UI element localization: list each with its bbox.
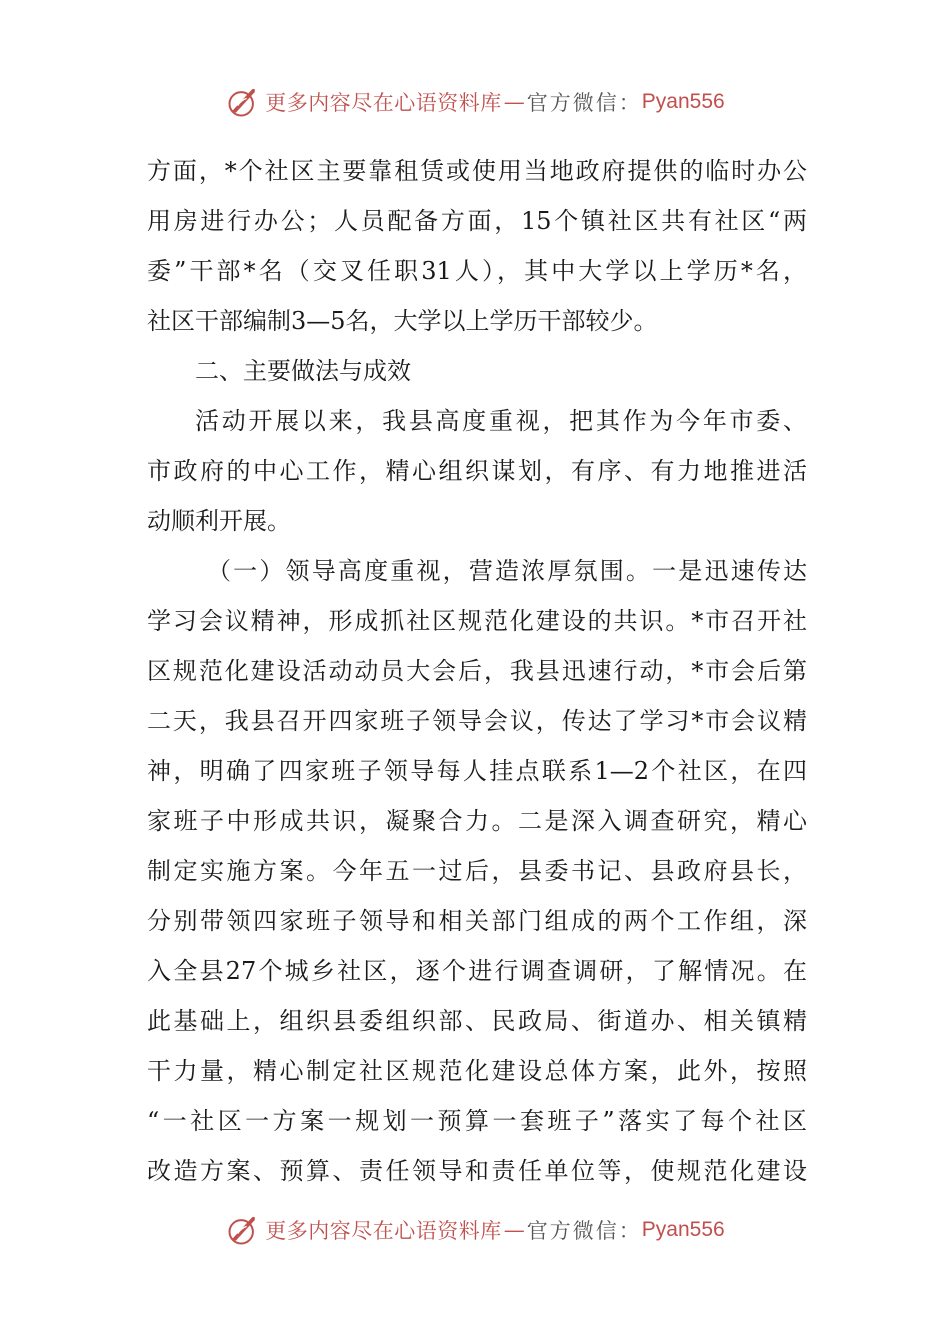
- watermark-wechat-id: Pyan556: [641, 90, 725, 113]
- watermark-wechat-id: Pyan556: [641, 1218, 725, 1241]
- text-line: 神，明确了四家班子领导每人挂点联系1—2个社区，在四: [147, 757, 807, 785]
- text-line: 社区干部编制3—5名，大学以上学历干部较少。: [147, 307, 658, 335]
- watermark-banner-top: [0, 82, 950, 122]
- quill-logo-icon: [225, 1212, 261, 1248]
- text-line: 二、主要做法与成效: [195, 357, 411, 385]
- text-line: 此基础上，组织县委组织部、民政局、街道办、相关镇精: [147, 1007, 807, 1035]
- watermark-text: 更多内容尽在心语资料库: [265, 91, 502, 115]
- text-line: 用房进行办公；人员配备方面，15个镇社区共有社区“两: [147, 207, 807, 235]
- watermark-wechat-label: 官方微信：: [526, 1219, 642, 1243]
- watermark-dash: —: [503, 90, 525, 114]
- document-body: [147, 146, 807, 1196]
- text-line: 制定实施方案。今年五一过后，县委书记、县政府县长，: [147, 857, 807, 885]
- text-line: 区规范化建设活动动员大会后，我县迅速行动，*市会后第: [147, 657, 807, 685]
- text-line: 入全县27个城乡社区，逐个进行调查调研，了解情况。在: [147, 957, 807, 985]
- watermark-dash: —: [503, 1218, 525, 1242]
- text-line: 家班子中形成共识，凝聚合力。二是深入调查研究，精心: [147, 807, 807, 835]
- text-line: “一社区一方案一规划一预算一套班子”落实了每个社区: [147, 1107, 807, 1135]
- watermark-wechat-label: 官方微信：: [526, 91, 642, 115]
- text-line: 动顺利开展。: [147, 507, 291, 535]
- text-line: 市政府的中心工作，精心组织谋划，有序、有力地推进活: [147, 457, 807, 485]
- text-line: 方面，*个社区主要靠租赁或使用当地政府提供的临时办公: [147, 157, 807, 185]
- text-line: （一）领导高度重视，营造浓厚氛围。一是迅速传达: [207, 557, 807, 585]
- text-line: 分别带领四家班子领导和相关部门组成的两个工作组，深: [147, 907, 807, 935]
- text-line: 改造方案、预算、责任领导和责任单位等，使规范化建设: [147, 1157, 807, 1185]
- quill-logo-icon: [225, 84, 261, 120]
- watermark-banner-bottom: [0, 1210, 950, 1250]
- text-line: 活动开展以来，我县高度重视，把其作为今年市委、: [195, 407, 807, 435]
- text-line: 委”干部*名（交叉任职31人），其中大学以上学历*名，: [147, 257, 807, 285]
- watermark-text: 更多内容尽在心语资料库: [265, 1219, 502, 1243]
- text-line: 干力量，精心制定社区规范化建设总体方案，此外，按照: [147, 1057, 807, 1085]
- text-line: 二天，我县召开四家班子领导会议，传达了学习*市会议精: [147, 707, 807, 735]
- text-line: 学习会议精神，形成抓社区规范化建设的共识。*市召开社: [147, 607, 807, 635]
